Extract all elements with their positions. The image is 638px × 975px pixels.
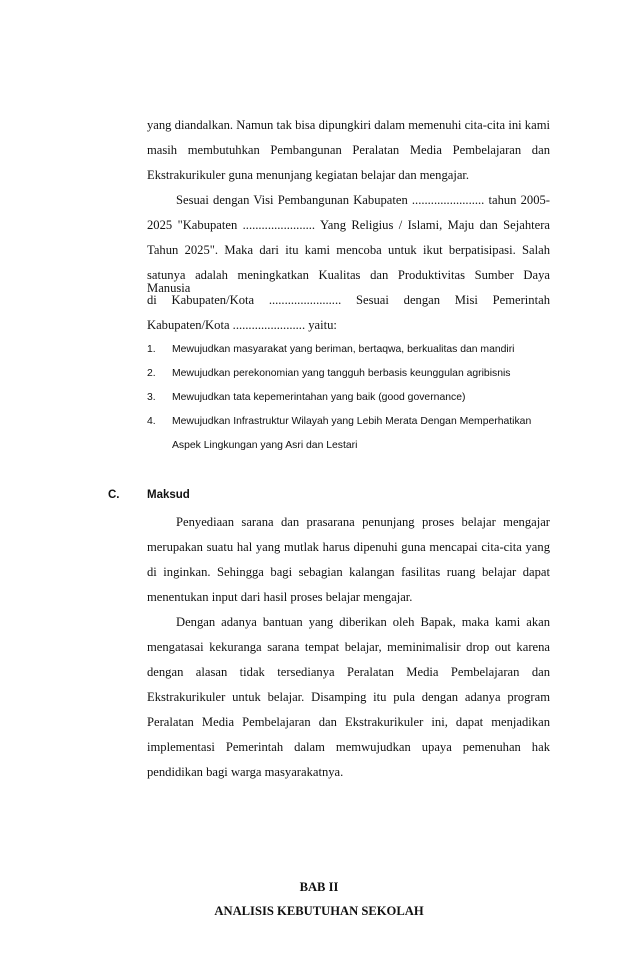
visi-line-6: Kabupaten/Kota ....................... yaitu: bbox=[147, 318, 337, 332]
visi-line-2: 2025 "Kabupaten ....................... Yang Religius / Islami, Maju dan Sejahtera bbox=[147, 218, 550, 232]
list-item-text: Mewujudkan tata kepemerintahan yang baik (good governance) bbox=[172, 392, 466, 403]
maksud-p1-line-3: di inginkan. Sehingga bagi sebagian kalangan fasilitas ruang belajar dapat bbox=[147, 565, 550, 579]
intro-line-1: yang diandalkan. Namun tak bisa dipungkiri dalam memenuhi cita-cita ini kami bbox=[147, 118, 550, 132]
list-item-text: Mewujudkan perekonomian yang tangguh berbasis keunggulan agribisnis bbox=[172, 368, 511, 379]
maksud-p2-line-6: implementasi Pemerintah dalam memwujudkan upaya pemenuhan hak bbox=[147, 740, 550, 754]
maksud-p2-line-7: pendidikan bagi warga masyarakatnya. bbox=[147, 765, 344, 779]
intro-line-3: Ekstrakurikuler guna menunjang kegiatan belajar dan mengajar. bbox=[147, 168, 470, 182]
intro-line-2: masih membutuhkan Pembangunan Peralatan Media Pembelajaran dan bbox=[147, 143, 550, 157]
list-item-text: Mewujudkan masyarakat yang beriman, bertaqwa, berkualitas dan mandiri bbox=[172, 344, 515, 355]
chapter-title: ANALISIS KEBUTUHAN SEKOLAH bbox=[214, 904, 424, 918]
list-item-number: 3. bbox=[147, 392, 156, 403]
list-item-number: 2. bbox=[147, 368, 156, 379]
visi-line-1: Sesuai dengan Visi Pembangunan Kabupaten ....................... tahun 2005- bbox=[176, 193, 550, 207]
maksud-p1-line-1: Penyediaan sarana dan prasarana penunjang proses belajar mengajar bbox=[176, 515, 550, 529]
section-title: Maksud bbox=[147, 489, 190, 501]
list-item-text: Mewujudkan Infrastruktur Wilayah yang Lebih Merata Dengan Memperhatikan bbox=[172, 416, 532, 427]
maksud-p1-line-2: merupakan suatu hal yang mutlak harus dipenuhi guna mencapai cita-cita yang bbox=[147, 540, 550, 554]
maksud-p2-line-1: Dengan adanya bantuan yang diberikan oleh Bapak, maka kami akan bbox=[176, 615, 550, 629]
section-letter: C. bbox=[108, 489, 120, 501]
maksud-p2-line-3: dengan alasan tidak tersedianya Peralatan Media Pembelajaran dan bbox=[147, 665, 550, 679]
visi-line-5: di Kabupaten/Kota ....................... Sesuai dengan Misi Pemerintah bbox=[147, 293, 550, 307]
maksud-p2-line-2: mengatasai kekuranga sarana tempat belajar, meminimalisir drop out karena bbox=[147, 640, 550, 654]
visi-line-4: satunya adalah meningkatkan Kualitas dan Produktivitas Sumber Daya Manusia bbox=[147, 268, 550, 295]
maksud-p2-line-4: Ekstrakurikuler untuk belajar. Disamping itu pula dengan adanya program bbox=[147, 690, 550, 704]
chapter-number: BAB II bbox=[299, 880, 339, 894]
list-item-number: 1. bbox=[147, 344, 156, 355]
list-item-continuation: Aspek Lingkungan yang Asri dan Lestari bbox=[172, 440, 358, 451]
list-item-number: 4. bbox=[147, 416, 156, 427]
maksud-p1-line-4: menentukan input dari hasil proses belajar mengajar. bbox=[147, 590, 413, 604]
visi-line-3: Tahun 2025". Maka dari itu kami mencoba untuk ikut berpatisipasi. Salah bbox=[147, 243, 550, 257]
maksud-p2-line-5: Peralatan Media Pembelajaran dan Ekstrakurikuler ini, dapat menjadikan bbox=[147, 715, 550, 729]
